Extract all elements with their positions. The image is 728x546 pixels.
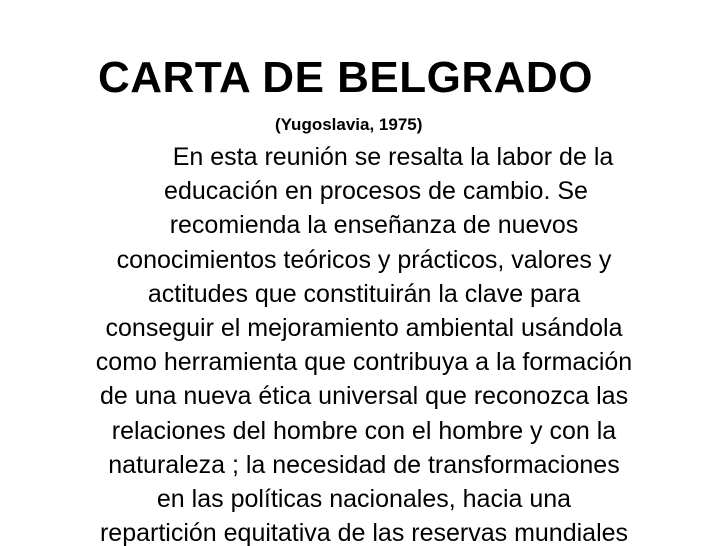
body-line: naturaleza ; la necesidad de transformaciones [108,450,620,479]
body-line: En esta reunión se resalta la labor de la [172,143,614,171]
body-line: en las políticas nacionales, hacia una [156,485,572,514]
body-line: actitudes que constituirán la clave para [147,279,581,308]
slide-body-text [0,140,728,546]
body-line: relaciones del hombre con el hombre y con la [111,416,617,445]
slide-title: CARTA DE BELGRADO [98,53,593,102]
body-line: recomienda la enseñanza de nuevos [169,211,579,240]
body-line: de una nueva ética universal que reconozca las [99,382,629,411]
body-line: conocimientos teóricos y prácticos, valores y [116,245,612,274]
body-line: conseguir el mejoramiento ambiental usándola [105,314,623,343]
body-line: como herramienta que contribuya a la formación [95,348,633,377]
body-line: repartición equitativa de las reservas mundiales [99,519,629,546]
body-line: educación en procesos de cambio. Se [164,177,588,206]
slide-subtitle: (Yugoslavia, 1975) [275,115,423,134]
